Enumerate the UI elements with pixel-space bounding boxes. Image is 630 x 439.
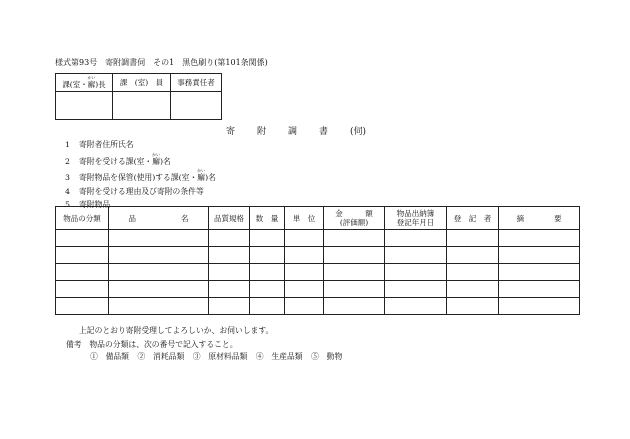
category-list — [90, 351, 348, 362]
donation-items-table — [55, 206, 580, 315]
table-cell[interactable] — [385, 230, 447, 247]
table-cell[interactable] — [285, 247, 324, 264]
table-cell[interactable] — [385, 247, 447, 264]
table-cell[interactable] — [109, 281, 209, 298]
table-cell[interactable] — [56, 230, 109, 247]
table-cell[interactable] — [324, 247, 385, 264]
table-cell[interactable] — [447, 264, 499, 281]
approval-header-chief: 課(室・廨かい)長 — [56, 74, 113, 92]
col-quality-spec: 品質規格 — [209, 207, 250, 230]
table-cell[interactable] — [285, 230, 324, 247]
form-number: 様式第93号 寄附調書伺 その1 黒色刷り(第101条関係) — [55, 58, 268, 67]
table-cell[interactable] — [324, 264, 385, 281]
approval-header-responsible: 事務責任者 — [171, 74, 222, 92]
list-item: 1 寄附者住所氏名 — [65, 140, 134, 149]
table-cell[interactable] — [109, 230, 209, 247]
table-cell[interactable] — [209, 264, 250, 281]
table-cell[interactable] — [385, 281, 447, 298]
col-unit: 単 位 — [285, 207, 324, 230]
category-item: ① 備品類 — [90, 352, 129, 361]
table-cell[interactable] — [209, 230, 250, 247]
document-title: 寄附調書(伺) — [226, 127, 367, 137]
approval-cell-staff[interactable] — [113, 92, 171, 120]
table-cell[interactable] — [56, 247, 109, 264]
table-cell[interactable] — [499, 247, 580, 264]
list-item: 2 寄附を受ける課(室・廨かい)名 — [65, 151, 171, 166]
table-cell[interactable] — [109, 298, 209, 315]
table-cell[interactable] — [499, 230, 580, 247]
table-cell[interactable] — [56, 298, 109, 315]
table-cell[interactable] — [209, 298, 250, 315]
list-item: 5 寄附物品 — [65, 200, 111, 209]
table-row — [56, 281, 580, 298]
note-text: 備考 物品の分類は、次の番号で記入すること。 — [66, 340, 238, 349]
table-cell[interactable] — [250, 264, 285, 281]
table-cell[interactable] — [250, 281, 285, 298]
approval-cell-chief[interactable] — [56, 92, 113, 120]
table-cell[interactable] — [447, 298, 499, 315]
table-cell[interactable] — [324, 281, 385, 298]
table-cell[interactable] — [109, 264, 209, 281]
category-item: ④ 生産品類 — [255, 352, 303, 361]
approval-header-staff: 課 (室) 員 — [113, 74, 171, 92]
category-item: ⑤ 動物 — [311, 352, 343, 361]
table-cell[interactable] — [447, 230, 499, 247]
col-category: 物品の分類 — [56, 207, 109, 230]
table-cell[interactable] — [447, 281, 499, 298]
table-cell[interactable] — [250, 298, 285, 315]
table-row — [56, 298, 580, 315]
table-cell[interactable] — [56, 281, 109, 298]
item-list — [65, 138, 216, 212]
table-cell[interactable] — [109, 247, 209, 264]
table-row — [56, 264, 580, 281]
col-amount: 金 額 (評価額) — [324, 207, 385, 230]
table-row — [56, 247, 580, 264]
table-cell[interactable] — [209, 247, 250, 264]
table-cell[interactable] — [209, 281, 250, 298]
table-cell[interactable] — [324, 298, 385, 315]
col-register-date: 物品出納簿 登記年月日 — [385, 207, 447, 230]
table-cell[interactable] — [499, 264, 580, 281]
col-quantity: 数 量 — [250, 207, 285, 230]
table-cell[interactable] — [385, 298, 447, 315]
table-cell[interactable] — [250, 230, 285, 247]
col-item-name: 品 名 — [109, 207, 209, 230]
table-cell[interactable] — [56, 264, 109, 281]
approval-cell-responsible[interactable] — [171, 92, 222, 120]
request-text: 上記のとおり寄附受理してよろしいか、お伺いします。 — [79, 326, 274, 335]
table-row — [56, 230, 580, 247]
category-item: ③ 原材料品類 — [192, 352, 248, 361]
table-cell[interactable] — [285, 281, 324, 298]
table-cell[interactable] — [447, 247, 499, 264]
table-cell[interactable] — [499, 281, 580, 298]
table-cell[interactable] — [324, 230, 385, 247]
table-cell[interactable] — [285, 298, 324, 315]
approval-table — [55, 73, 222, 120]
table-cell[interactable] — [285, 264, 324, 281]
table-cell[interactable] — [250, 247, 285, 264]
col-remarks: 摘 要 — [499, 207, 580, 230]
list-item: 3 寄附物品を保管(使用)する課(室・廨かい)名 — [65, 168, 216, 182]
col-registrar: 登 記 者 — [447, 207, 499, 230]
category-item: ② 消耗品類 — [137, 352, 185, 361]
table-cell[interactable] — [385, 264, 447, 281]
list-item: 4 寄附を受ける理由及び寄附の条件等 — [65, 186, 204, 196]
table-cell[interactable] — [499, 298, 580, 315]
